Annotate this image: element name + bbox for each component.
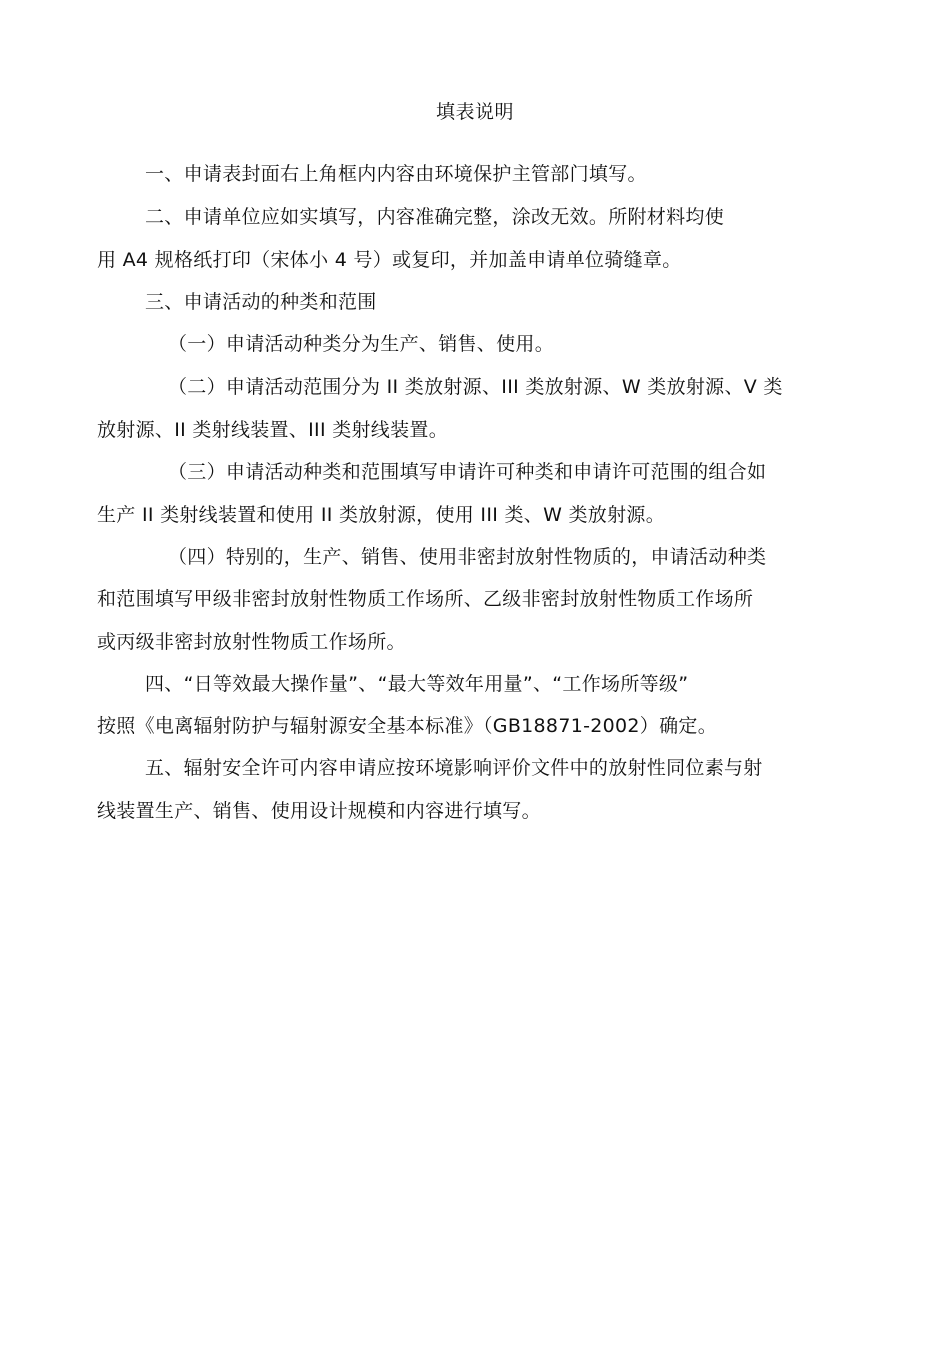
item-4-line-2: 按照《电离辐射防护与辐射源安全基本标准》（GB18871-2002）确定。: [97, 715, 718, 737]
item-3-sub-3-line-1: （三）申请活动种类和范围填写申请许可种类和申请许可范围的组合如: [168, 461, 767, 483]
item-3-sub-3-line-2: 生产 II 类射线装置和使用 II 类放射源，使用 III 类、W 类放射源。: [97, 504, 665, 526]
item-3-sub-4-line-2: 和范围填写甲级非密封放射性物质工作场所、乙级非密封放射性物质工作场所: [97, 588, 754, 610]
item-5-line-1: 五、辐射安全许可内容申请应按环境影响评价文件中的放射性同位素与射: [145, 757, 763, 779]
item-3-heading: 三、申请活动的种类和范围: [145, 291, 377, 313]
item-5-line-2: 线装置生产、销售、使用设计规模和内容进行填写。: [97, 800, 541, 822]
item-3-sub-2-line-1: （二）申请活动范围分为 II 类放射源、III 类放射源、W 类放射源、V 类: [168, 376, 783, 398]
item-3-sub-1: （一）申请活动种类分为生产、销售、使用。: [168, 333, 555, 355]
item-2-line-1: 二、申请单位应如实填写，内容准确完整，涂改无效。所附材料均使: [145, 206, 725, 228]
item-3-sub-2-line-2: 放射源、II 类射线装置、III 类射线装置。: [97, 419, 448, 441]
item-3-sub-4-line-1: （四）特别的，生产、销售、使用非密封放射性物质的，申请活动种类: [168, 546, 767, 568]
item-3-sub-4-line-3: 或丙级非密封放射性物质工作场所。: [97, 631, 406, 653]
item-2-line-2: 用 A4 规格纸打印（宋体小 4 号）或复印，并加盖申请单位骑缝章。: [97, 249, 682, 271]
item-1-line-1: 一、申请表封面右上角框内内容由环境保护主管部门填写。: [145, 163, 647, 185]
document-title: 填表说明: [435, 101, 514, 123]
item-4-line-1: 四、“日等效最大操作量”、“最大等效年用量”、“工作场所等级”: [145, 673, 689, 695]
